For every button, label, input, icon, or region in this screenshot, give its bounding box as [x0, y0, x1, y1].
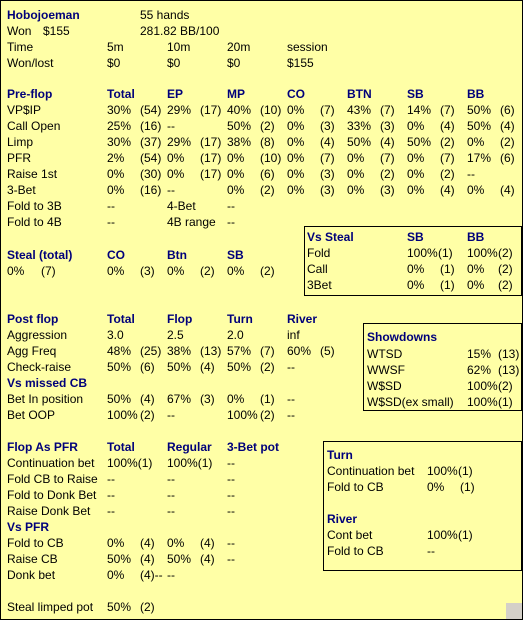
- preflop-col-ep: EP: [167, 87, 184, 101]
- stat-count: (4): [500, 119, 515, 133]
- stat-count: (4): [200, 360, 215, 374]
- stat-value: 0%: [347, 151, 365, 165]
- stat-value: 50%: [167, 552, 192, 566]
- stat-value: 100%(1): [107, 456, 153, 470]
- row-label: Fold to Donk Bet: [7, 488, 97, 502]
- wtsd-value: 15%: [467, 347, 492, 361]
- postflop-col-river: River: [287, 312, 318, 326]
- stat-count: (4): [440, 183, 455, 197]
- stat-count: (4): [140, 536, 155, 550]
- row-label: Raise 1st: [7, 167, 58, 181]
- range-4b-label: 4B range: [167, 215, 216, 229]
- preflop-col-total: Total: [107, 87, 135, 101]
- won-value: $155: [43, 24, 70, 38]
- stat-count: (30): [140, 167, 162, 181]
- preflop-col-bb: BB: [467, 87, 485, 101]
- vs-steal-call-bb-count: (2): [498, 262, 513, 276]
- stat-count: (4): [140, 552, 155, 566]
- stat-value: --: [167, 183, 175, 197]
- stat-value: 50%: [227, 360, 252, 374]
- stat-count: (8): [260, 135, 275, 149]
- river-fold-label: Fold to CB: [327, 544, 384, 558]
- row-label: Aggression: [7, 328, 68, 342]
- flop-pfr-col-regular: Regular: [167, 440, 212, 454]
- stat-count: (16): [140, 183, 162, 197]
- player-name: Hobojoeman: [7, 8, 80, 22]
- row-label: Raise Donk Bet: [7, 504, 91, 518]
- stat-value: 3.0: [107, 328, 124, 342]
- row-label: Limp: [7, 135, 34, 149]
- stat-value: --: [467, 167, 475, 181]
- stat-value: inf: [287, 328, 300, 342]
- preflop-col-sb: SB: [407, 87, 424, 101]
- stat-count: (54): [140, 103, 162, 117]
- stat-value: --: [227, 488, 235, 502]
- vs-steal-title: Vs Steal: [307, 230, 354, 244]
- stat-count: (2): [260, 408, 275, 422]
- vs-steal-3bet-bb-count: (2): [498, 278, 513, 292]
- period-session: session: [287, 40, 328, 54]
- stat-value: --: [107, 472, 115, 486]
- period-5m: 5m: [107, 40, 124, 54]
- wtsd-label: WTSD: [367, 347, 403, 361]
- stat-value: 0%: [107, 183, 125, 197]
- wonlost-label: Won/lost: [7, 56, 54, 70]
- bet-4-label: 4-Bet: [167, 199, 196, 213]
- postflop-title: Post flop: [7, 312, 59, 326]
- wsd-label: W$SD: [367, 379, 402, 393]
- river-cb-value: 100%: [427, 528, 458, 542]
- turn-fold-label: Fold to CB: [327, 480, 384, 494]
- turn-title: Turn: [327, 448, 353, 462]
- vs-steal-col-bb: BB: [467, 230, 485, 244]
- stat-value: 60%: [287, 344, 312, 358]
- stat-count: (7): [440, 151, 455, 165]
- stat-count: (4): [500, 183, 515, 197]
- stat-value: 50%: [107, 360, 132, 374]
- stat-value: --: [167, 504, 175, 518]
- stat-value: 0%: [407, 119, 425, 133]
- stat-value: 0%: [347, 167, 365, 181]
- preflop-col-btn: BTN: [347, 87, 372, 101]
- stat-count: (4): [380, 135, 395, 149]
- vs-steal-fold-sb: 100%: [407, 246, 438, 260]
- stat-count: (7): [380, 151, 395, 165]
- fold-3b-label: Fold to 3B: [7, 199, 62, 213]
- flop-pfr-col-total: Total: [107, 440, 135, 454]
- stat-value: --: [167, 472, 175, 486]
- preflop-title: Pre-flop: [7, 87, 53, 101]
- stat-count: (2): [440, 167, 455, 181]
- stat-value: --: [107, 504, 115, 518]
- steal-sb-count: (2): [260, 264, 275, 278]
- stat-value: --: [167, 408, 175, 422]
- row-label: Bet In position: [7, 392, 84, 406]
- stat-count: (6): [500, 103, 515, 117]
- stat-value: 0%: [467, 183, 485, 197]
- stat-value: 0%: [287, 119, 305, 133]
- stat-value: 29%: [167, 103, 192, 117]
- stat-count: (7): [440, 103, 455, 117]
- stat-value: 50%: [467, 103, 492, 117]
- stat-count: (13): [200, 344, 222, 358]
- vs-pfr-title: Vs PFR: [7, 520, 50, 534]
- stat-count: (2): [380, 167, 395, 181]
- steal-limped-value: 50%: [107, 600, 132, 614]
- stat-value: --: [107, 488, 115, 502]
- stat-value: --: [167, 488, 175, 502]
- stat-count: (2): [260, 119, 275, 133]
- stat-count: (37): [140, 135, 162, 149]
- stat-count: (1): [260, 392, 275, 406]
- stat-count: (4): [140, 392, 155, 406]
- stat-value: 50%: [347, 135, 372, 149]
- stat-value: --: [227, 552, 235, 566]
- steal-col-sb: SB: [227, 248, 244, 262]
- stat-value: 0%: [347, 183, 365, 197]
- wsd-value: 100%: [467, 379, 498, 393]
- bet-4-value: --: [227, 199, 235, 213]
- stat-value: 38%: [227, 135, 252, 149]
- fold-4b-value: --: [107, 215, 115, 229]
- flop-pfr-col-3bet: 3-Bet pot: [227, 440, 279, 454]
- river-cb-count: (1): [458, 528, 473, 542]
- stat-value: 0%: [227, 151, 245, 165]
- vs-steal-fold-bb: 100%: [467, 246, 498, 260]
- stat-value: --: [227, 536, 235, 550]
- stat-count: (4): [200, 536, 215, 550]
- stat-value: 0%: [167, 167, 185, 181]
- vs-steal-call-bb: 0%: [467, 262, 485, 276]
- stat-count: (3): [380, 183, 395, 197]
- stat-value: 17%: [467, 151, 492, 165]
- river-title: River: [327, 512, 358, 526]
- stat-count: (7): [320, 103, 335, 117]
- stat-count: (2): [260, 360, 275, 374]
- steal-col-co: CO: [107, 248, 125, 262]
- vs-steal-call-sb-count: (1): [440, 262, 455, 276]
- stat-value: 50%: [107, 552, 132, 566]
- stat-value: 0%: [287, 151, 305, 165]
- postflop-col-total: Total: [107, 312, 135, 326]
- range-4b-value: --: [227, 215, 235, 229]
- stat-value: 14%: [407, 103, 432, 117]
- wtsd-count: (13): [498, 347, 520, 361]
- stat-count: (16): [140, 119, 162, 133]
- steal-total-count: (7): [41, 264, 56, 278]
- stat-value: 0%: [107, 536, 125, 550]
- row-label: Fold CB to Raise: [7, 472, 98, 486]
- vs-missed-cb-title: Vs missed CB: [7, 376, 88, 390]
- stat-value: 2%: [107, 151, 125, 165]
- wonlost-20m: $0: [227, 56, 241, 70]
- wsd-ex-label: W$SD(ex small): [367, 395, 454, 409]
- stat-value: 0%: [287, 135, 305, 149]
- wonlost-10m: $0: [167, 56, 181, 70]
- showdowns-title: Showdowns: [367, 330, 437, 344]
- steal-co-count: (3): [140, 264, 155, 278]
- stat-value: --: [227, 472, 235, 486]
- stat-value: 0%: [227, 392, 245, 406]
- row-label: Agg Freq: [7, 344, 57, 358]
- vs-steal-col-sb: SB: [407, 230, 424, 244]
- postflop-col-turn: Turn: [227, 312, 253, 326]
- stat-count: (17): [200, 151, 222, 165]
- stat-value: --: [287, 408, 295, 422]
- stat-count: (7): [380, 103, 395, 117]
- stat-count: (17): [200, 135, 222, 149]
- vs-steal-fold-bb-count: (2): [498, 246, 513, 260]
- wsd-ex-count: (1): [498, 395, 513, 409]
- row-label: Check-raise: [7, 360, 72, 374]
- vs-steal-3bet-sb: 0%: [407, 278, 425, 292]
- turn-fold-value: 0%: [427, 480, 445, 494]
- stat-value: 50%: [467, 119, 492, 133]
- stat-count: (6): [140, 360, 155, 374]
- stat-count: (5): [320, 344, 335, 358]
- stat-value: 30%: [107, 135, 132, 149]
- stat-count: (17): [200, 167, 222, 181]
- fold-3b-value: --: [107, 199, 115, 213]
- steal-limped-count: (2): [140, 600, 155, 614]
- steal-sb-value: 0%: [227, 264, 245, 278]
- period-10m: 10m: [167, 40, 191, 54]
- turn-cb-value: 100%: [427, 464, 458, 478]
- stat-count: (10): [260, 151, 282, 165]
- row-label: Fold to CB: [7, 536, 64, 550]
- wwsf-value: 62%: [467, 363, 492, 377]
- stat-value: 38%: [167, 344, 192, 358]
- stat-value: 0%: [407, 183, 425, 197]
- row-label: Donk bet: [7, 568, 56, 582]
- stat-value: 29%: [167, 135, 192, 149]
- stat-count: (7): [260, 344, 275, 358]
- vs-steal-3bet-sb-count: (1): [440, 278, 455, 292]
- stat-count: (2): [500, 135, 515, 149]
- stat-count: (6): [260, 167, 275, 181]
- stat-value: 33%: [347, 119, 372, 133]
- stat-count: (3): [320, 119, 335, 133]
- river-fold-value: --: [427, 544, 435, 558]
- stat-count: (4): [320, 135, 335, 149]
- stat-count: (3): [320, 167, 335, 181]
- row-label: Call Open: [7, 119, 61, 133]
- turn-fold-count: (1): [460, 480, 475, 494]
- stat-value: 50%: [107, 392, 132, 406]
- steal-col-btn: Btn: [167, 248, 187, 262]
- stat-value: 40%: [227, 103, 252, 117]
- stat-value: 67%: [167, 392, 192, 406]
- stat-value: 50%: [227, 119, 252, 133]
- row-label: PFR: [7, 151, 31, 165]
- bb-per-100: 281.82 BB/100: [140, 24, 220, 38]
- stat-value: 100%: [107, 408, 138, 422]
- vs-steal-fold-sb-count: (1): [438, 246, 453, 260]
- stat-count: (6): [500, 151, 515, 165]
- stat-count: (3): [200, 392, 215, 406]
- stat-count: (4): [440, 119, 455, 133]
- stat-value: 0%: [287, 183, 305, 197]
- stat-value: 0%: [467, 135, 485, 149]
- vs-steal-3bet-label: 3Bet: [307, 278, 332, 292]
- stat-value: 0%: [167, 536, 185, 550]
- stat-value: --: [167, 119, 175, 133]
- stat-value: --: [287, 392, 295, 406]
- stat-value: --: [287, 360, 295, 374]
- time-label: Time: [7, 40, 34, 54]
- stat-value: 50%: [167, 360, 192, 374]
- stat-count: (3): [320, 183, 335, 197]
- stat-value: 50%: [407, 135, 432, 149]
- stat-value: 30%: [107, 103, 132, 117]
- stat-count: (25): [140, 344, 162, 358]
- steal-total-title: Steal (total): [7, 248, 73, 262]
- stat-value: 0%: [107, 167, 125, 181]
- stat-value: --: [227, 504, 235, 518]
- stat-value: 0%: [287, 103, 305, 117]
- stat-value: --: [167, 568, 175, 582]
- postflop-col-flop: Flop: [167, 312, 193, 326]
- stat-value: 57%: [227, 344, 252, 358]
- stat-value: 2.0: [227, 328, 244, 342]
- stat-value: 0%: [107, 568, 125, 582]
- preflop-col-mp: MP: [227, 87, 245, 101]
- stat-count: (10): [260, 103, 282, 117]
- stat-count: (2): [140, 408, 155, 422]
- stat-value: 100%: [227, 408, 258, 422]
- resize-grip[interactable]: [506, 603, 522, 619]
- row-label: 3-Bet: [7, 183, 36, 197]
- vs-steal-3bet-bb: 0%: [467, 278, 485, 292]
- wwsf-label: WWSF: [367, 363, 405, 377]
- stat-value: 0%: [287, 167, 305, 181]
- won-label: Won: [7, 24, 32, 38]
- vs-steal-call-label: Call: [307, 262, 328, 276]
- row-label: Bet OOP: [7, 408, 56, 422]
- steal-btn-value: 0%: [167, 264, 185, 278]
- turn-cb-count: (1): [458, 464, 473, 478]
- stat-count: (4): [200, 552, 215, 566]
- stat-value: 0%: [407, 167, 425, 181]
- stat-count: (2): [440, 135, 455, 149]
- vs-steal-call-sb: 0%: [407, 262, 425, 276]
- stat-value: 0%: [227, 183, 245, 197]
- stat-count: (54): [140, 151, 162, 165]
- hands-count: 55 hands: [140, 8, 190, 22]
- steal-co-value: 0%: [107, 264, 125, 278]
- wsd-count: (2): [498, 379, 513, 393]
- wonlost-session: $155: [287, 56, 314, 70]
- stat-value: 0%: [407, 151, 425, 165]
- preflop-col-co: CO: [287, 87, 305, 101]
- stat-count: (4)--: [140, 568, 163, 582]
- stat-count: (7): [320, 151, 335, 165]
- row-label: VP$IP: [7, 103, 42, 117]
- wonlost-5m: $0: [107, 56, 121, 70]
- period-20m: 20m: [227, 40, 251, 54]
- wwsf-count: (13): [498, 363, 520, 377]
- steal-btn-count: (2): [200, 264, 215, 278]
- flop-pfr-title: Flop As PFR: [7, 440, 78, 454]
- stat-value: 100%(1): [167, 456, 213, 470]
- stat-value: --: [227, 456, 235, 470]
- turn-cb-label: Continuation bet: [327, 464, 415, 478]
- stat-value: 0%: [167, 151, 185, 165]
- row-label: Continuation bet: [7, 456, 95, 470]
- wsd-ex-value: 100%: [467, 395, 498, 409]
- stat-count: (17): [200, 103, 222, 117]
- stat-value: 48%: [107, 344, 132, 358]
- fold-4b-label: Fold to 4B: [7, 215, 62, 229]
- stat-count: (3): [380, 119, 395, 133]
- stat-value: 25%: [107, 119, 132, 133]
- stat-count: (2): [260, 183, 275, 197]
- row-label: Raise CB: [7, 552, 58, 566]
- steal-total-value: 0%: [7, 264, 25, 278]
- stat-value: 0%: [227, 167, 245, 181]
- stat-value: 2.5: [167, 328, 184, 342]
- stat-value: 43%: [347, 103, 372, 117]
- steal-limped-label: Steal limped pot: [7, 600, 94, 614]
- vs-steal-fold-label: Fold: [307, 246, 331, 260]
- river-cb-label: Cont bet: [327, 528, 373, 542]
